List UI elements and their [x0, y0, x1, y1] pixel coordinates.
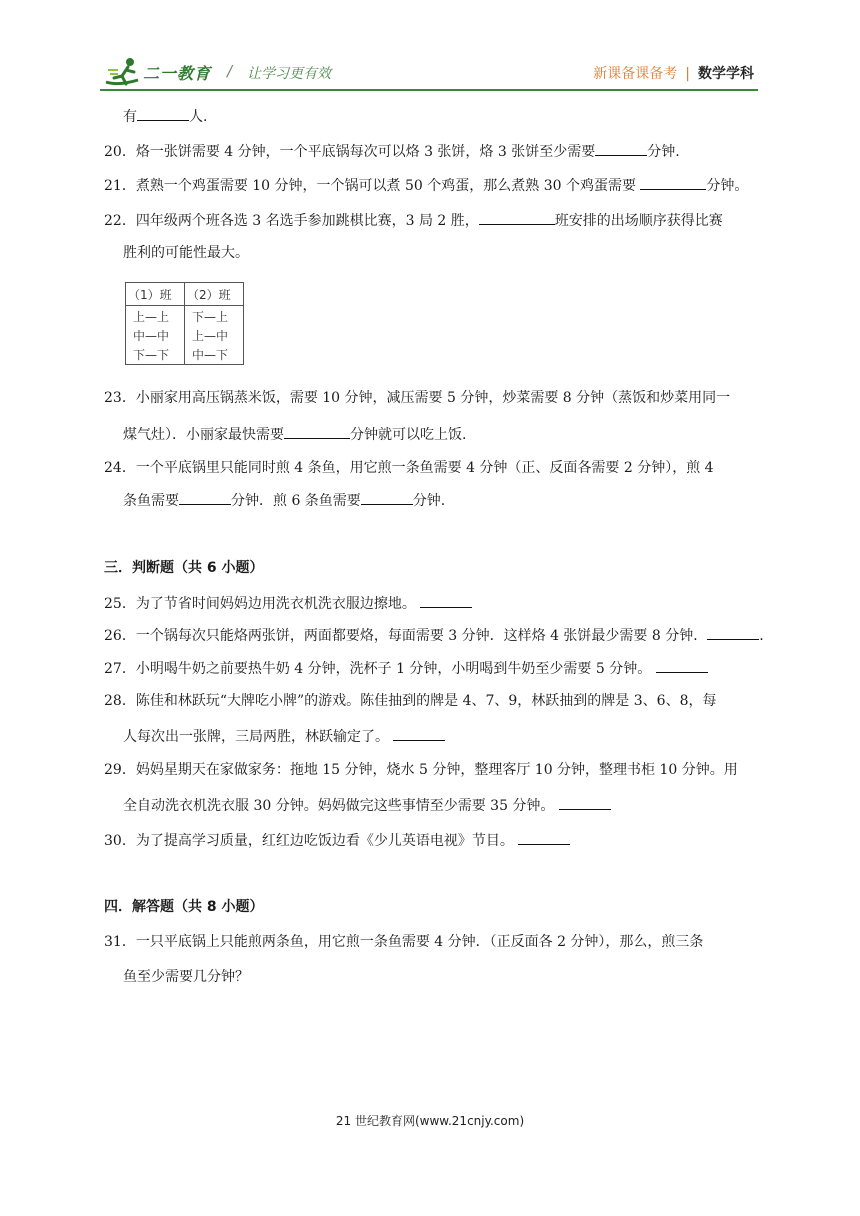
- table-cell: 下—上: [192, 310, 229, 324]
- header-slogan: 让学习更有效: [247, 66, 331, 82]
- question-24-cont: 条鱼需要 分钟．煎 6 条鱼需要 分钟.: [123, 490, 445, 510]
- section-3-title: 三．判断题（共 6 小题）: [104, 560, 264, 576]
- question-25: 25．为了节省时间妈妈边用洗衣机洗衣服边擦地。: [104, 593, 472, 613]
- table-cell: 上—上: [133, 310, 170, 324]
- question-27: 27．小明喝牛奶之前要热牛奶 4 分钟，洗杯子 1 分钟，小明喝到牛奶至少需要 5 分钟。: [104, 658, 708, 678]
- question-21: 21．煮熟一个鸡蛋需要 10 分钟，一个锅可以煮 50 个鸡蛋，那么煮熟 30 个鸡蛋需要 分钟。: [104, 175, 748, 195]
- q19-tail: 有 人.: [123, 106, 207, 126]
- page-footer: 21 世纪教育网(www.21cnjy.com): [335, 1114, 525, 1128]
- question-22-cont: 胜利的可能性最大。: [123, 245, 249, 261]
- question-28: 28．陈佳和林跃玩“大牌吃小牌”的游戏。陈佳抽到的牌是 4、7、9，林跃抽到的牌是 3、6、8，每: [104, 693, 717, 709]
- table-header-class2: （2）班: [187, 288, 231, 302]
- table-header-class1: （1）班: [128, 288, 172, 302]
- section-4-title: 四．解答题（共 8 小题）: [104, 899, 264, 915]
- header-slash: /: [227, 62, 233, 80]
- header-separator: |: [685, 66, 690, 82]
- question-30: 30．为了提高学习质量，红红边吃饭边看《少儿英语电视》节目。: [104, 830, 570, 850]
- header-subject: 数学学科: [698, 66, 754, 82]
- question-24: 24．一个平底锅里只能同时煎 4 条鱼，用它煎一条鱼需要 4 分钟（正、反面各需要 2 分钟），煎 4: [104, 460, 714, 476]
- lineup-table: [125, 282, 244, 365]
- question-23-cont: 煤气灶）．小丽家最快需要 分钟就可以吃上饭.: [123, 424, 466, 444]
- question-31: 31．一只平底锅上只能煎两条鱼，用它煎一条鱼需要 4 分钟．（正反面各 2 分钟），那么，煎三条: [104, 934, 704, 950]
- table-cell: 上—中: [192, 329, 229, 343]
- question-20: 20．烙一张饼需要 4 分钟，一个平底锅每次可以烙 3 张饼，烙 3 张饼至少需要 分钟.: [104, 141, 680, 161]
- question-23: 23．小丽家用高压锅蒸米饭，需要 10 分钟，减压需要 5 分钟，炒菜需要 8 分钟（蒸饭和炒菜用同一: [104, 390, 731, 406]
- table-cell: 中—下: [192, 348, 229, 362]
- question-22: 22．四年级两个班各选 3 名选手参加跳棋比赛，3 局 2 胜， 班安排的出场顺序获得比赛: [104, 210, 723, 230]
- question-28-cont: 人每次出一张牌，三局两胜，林跃输定了。: [123, 726, 445, 746]
- question-26: 26．一个锅每次只能烙两张饼，两面都要烙，每面需要 3 分钟．这样烙 4 张饼最少需要 8 分钟． .: [104, 625, 764, 645]
- question-29-cont: 全自动洗衣机洗衣服 30 分钟。妈妈做完这些事情至少需要 35 分钟。: [123, 795, 611, 815]
- page-header: [0, 0, 860, 100]
- header-divider: [100, 89, 758, 91]
- header-course: 新课备课备考: [593, 66, 678, 82]
- table-cell: 中—中: [133, 329, 170, 343]
- question-31-cont: 鱼至少需要几分钟？: [123, 969, 249, 985]
- logo-text: 二一教育: [143, 64, 212, 83]
- header-right: [593, 63, 754, 83]
- table-cell: 下—下: [133, 348, 170, 362]
- question-29: 29．妈妈星期天在家做家务：拖地 15 分钟，烧水 5 分钟，整理客厅 10 分钟，整理书柜 10 分钟。用: [104, 762, 738, 778]
